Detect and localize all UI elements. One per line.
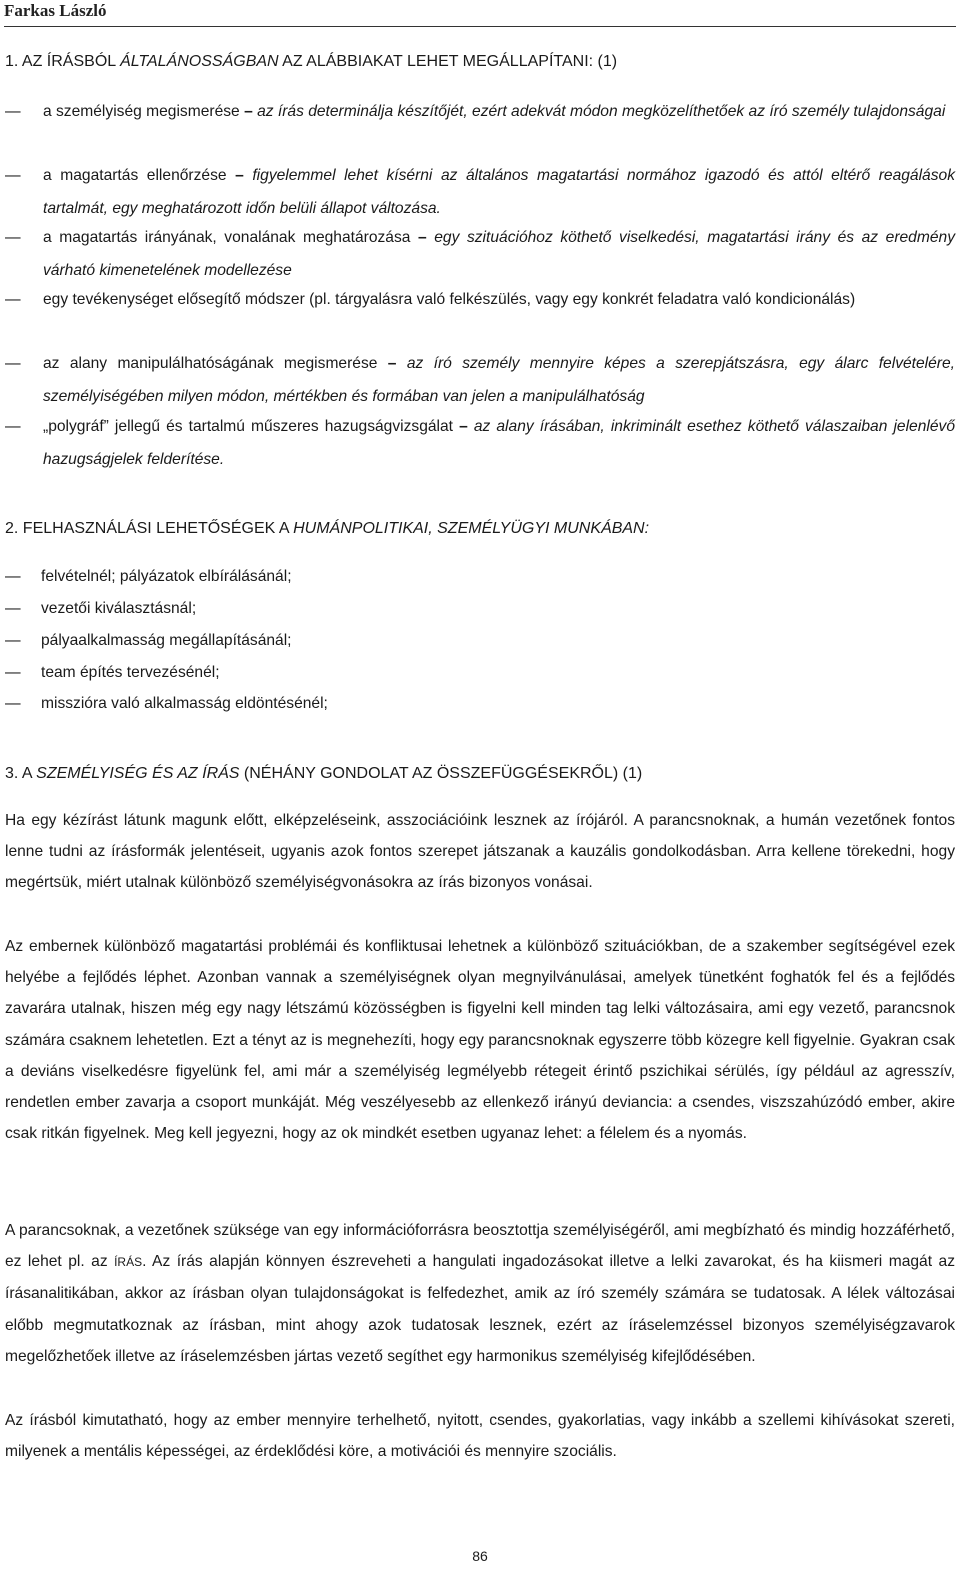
section-2-heading: 2. FELHASZNÁLÁSI LEHETŐSÉGEK A HUMÁNPOLITIKAI, SZEMÉLYÜGYI MUNKÁBAN: (5, 520, 650, 537)
list-item: — a magatartás ellenőrzése – figyelemmel lehet kísérni az általános magatartási normához igazodó és attól eltérő reagálások tartalmát, egy meghatározott időn belüli állapot változása. (5, 160, 955, 225)
page-header (4, 0, 956, 27)
dash-bullet-icon (5, 411, 35, 444)
list-item: — a személyiség megismerése – az írás determinálja készítőjét, ezért adekvát módon megközelíthetőek az író személy tulajdonságai (5, 96, 955, 129)
paragraph-4: Az írásból kimutatható, hogy az ember mennyire terhelhető, nyitott, csendes, gyakorlatias, vagy inkább a szellemi kihívásokat szereti, milyenek a mentális képességei, az érdeklődési köre, a motivációi és mennyire szociális. (5, 1412, 955, 1461)
dash-bullet-icon (5, 663, 35, 683)
dash-bullet-icon (5, 348, 35, 381)
dash-bullet-icon (5, 694, 35, 714)
section-3-heading: 3. A SZEMÉLYISÉG ÉS AZ ÍRÁS (NÉHÁNY GONDOLAT AZ ÖSSZEFÜGGÉSEKRŐL) (1) (5, 765, 643, 782)
dash-bullet-icon (5, 222, 35, 255)
author-name: Farkas László (4, 1, 107, 20)
dash-bullet-icon (5, 567, 35, 587)
list-item: — felvételnél; pályázatok elbírálásánál; (5, 567, 292, 587)
paragraph-1: Ha egy kézírást látunk magunk előtt, elképzeléseink, asszociációink lesznek az írójáról. A parancsnoknak, a humán vezetőnek fontos lenne tudni az írásformák jelentéseit, ugyanis azok fontos szerepet játszanak a kauzális gondolkodásban. Arra kellene törekedni, hogy megértsük, miért utalnak különböző személyiségvonásokra az írás bizonyos vonásai. (5, 812, 955, 892)
list-item: — a magatartás irányának, vonalának meghatározása – egy szituációhoz köthető viselkedési, magatartási irány és az eredmény várható kimenetelének modellezése (5, 222, 955, 287)
list-item: — vezetői kiválasztásnál; (5, 599, 196, 619)
dash-bullet-icon (5, 284, 35, 317)
dash-bullet-icon (5, 96, 35, 129)
list-item: — az alany manipulálhatóságának megismerése – az író személy mennyire képes a szerepjátszásra, egy álarc felvételére, személyiségében milyen módon, mértékben és formában van jelen a manipulálhatóság (5, 348, 955, 413)
page-number: 86 (472, 1548, 488, 1564)
paragraph-3: A parancsoknak, a vezetőnek szüksége van egy információforrásra beosztottja személyiségéről, ami megbízható és mindig hozzáférhető, ez lehet pl. az ÍRÁS. Az írás alapján könnyen észreveheti a hangulati ingadozásokat illetve a lelki zavarokat, és ha kiismeri magát az írásanalitikában, akkor az írásban olyan tulajdonságokat is felfedezhet, amik az író személy számára se tudatosak. A lélek változásai előbb megmutatkoznak az írásban, mint ahogy azok tudatosak lesznek, ezért az íráselemzéssel bizonyos személyiségzavarok megelőzhetőek illetve az íráselemzésben jártas vezető segíthet egy harmonikus személyiség kifejlődésében. (5, 1222, 955, 1365)
section-1-heading: 1. AZ ÍRÁSBÓL ÁLTALÁNOSSÁGBAN AZ ALÁBBIAKAT LEHET MEGÁLLAPÍTANI: (1) (5, 53, 618, 70)
dash-bullet-icon (5, 599, 35, 619)
paragraph-2: Az embernek különböző magatartási problémái és konfliktusai lehetnek a különböző szituációkban, de a szakember segítségével ezek helyébe a fejlődés léphet. Azonban vannak a személyiségnek olyan megnyilvánulásai, amelyek tünetként foghatók fel és a fejlődés zavarára utalnak, hiszen még egy nagy létszámú közösségben is figyelni kell minden tag lelki változásaira, ami egy vezető, parancsnok számára csaknem lehetetlen. Ezt a tényt az is megnehezíti, hogy egy parancsnoknak egyszerre több közegre kell figyelnie. Gyakran csak a deviáns viselkedésre figyelünk fel, ami már a személyiség legmélyebb rétegeit érintő pszichikai sérülés, így például az agresszív, rendetlen ember zavarja a csoport munkáját. Még veszélyesebb az ellenkező irányú deviancia: a csendes, viszszahúzódó ember, akire csak ritkán figyelnek. Meg kell jegyezni, hogy az ok mindkét esetben ugyanaz lehet: a félelem és a nyomás. (5, 938, 955, 1143)
list-item: — egy tevékenységet elősegítő módszer (pl. tárgyalásra való felkészülés, vagy egy konkrét feladatra való kondicionálás) (5, 284, 955, 317)
list-item: — team építés tervezésénél; (5, 663, 220, 683)
list-item: — pályaalkalmasság megállapításánál; (5, 631, 292, 651)
list-item: — misszióra való alkalmasság eldöntésénél; (5, 694, 328, 714)
list-item: — „polygráf” jellegű és tartalmú műszeres hazugságvizsgálat – az alany írásában, inkriminált esethez köthető válaszaiban jelenlévő hazugságjelek felderítése. (5, 411, 955, 476)
dash-bullet-icon (5, 160, 35, 193)
dash-bullet-icon (5, 631, 35, 651)
